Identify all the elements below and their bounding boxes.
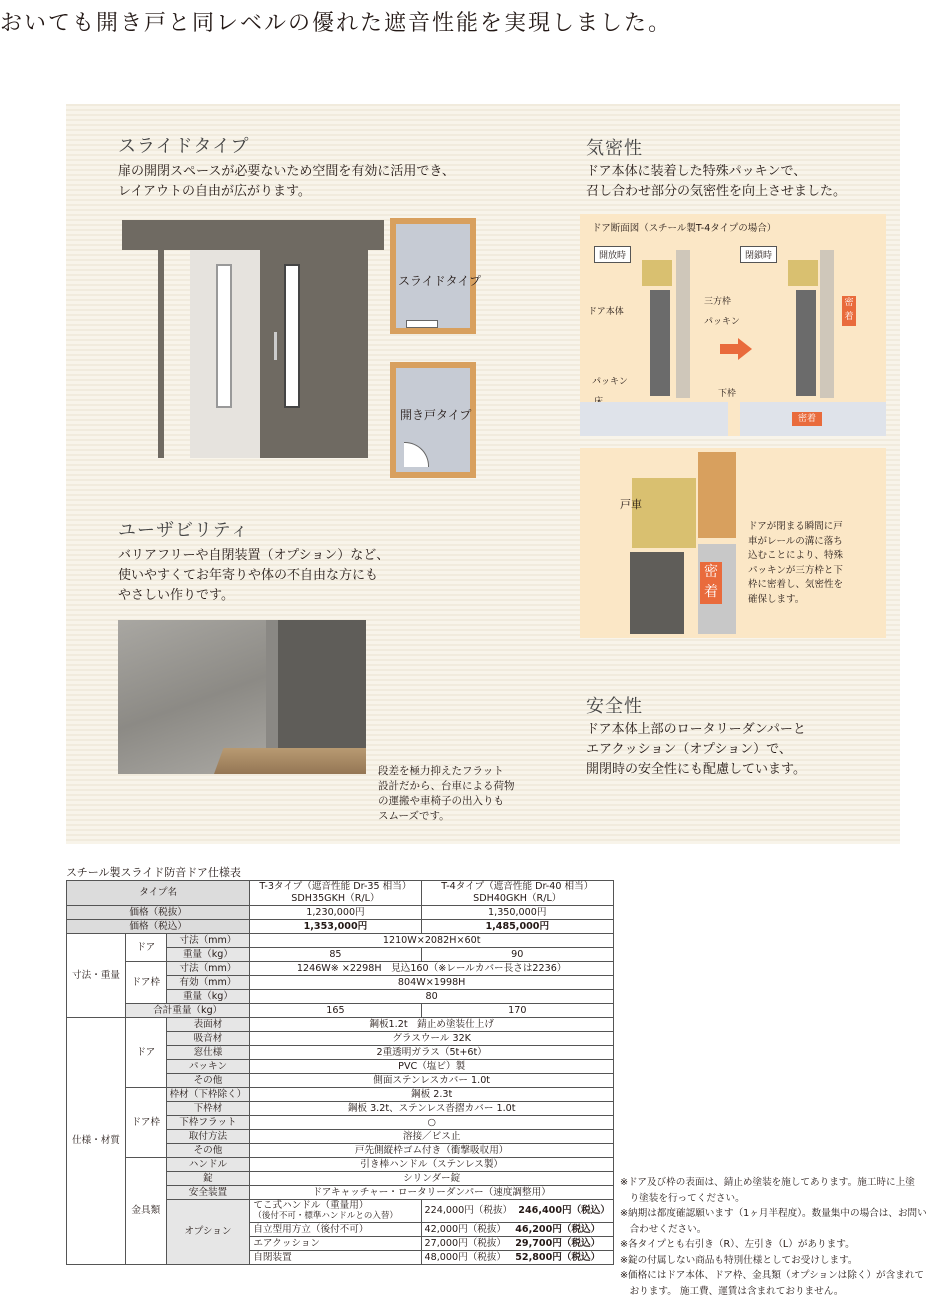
safety-heading: 安全性 [586, 696, 643, 717]
slide-plan-diagram [390, 218, 482, 334]
wheel-label: 戸車 [620, 498, 642, 511]
safety-device-label: 安全装置 [166, 1186, 250, 1200]
wheel-explain [748, 520, 843, 607]
price-in-t3: 1,353,000円 [303, 920, 368, 932]
opt3-name: エアクッション [250, 1237, 421, 1251]
frame3-label: 三方枠 [704, 297, 732, 307]
safety-line-2: エアクッション（オプション）で、 [586, 742, 792, 757]
surface-value: 鋼板1.2t 錆止め塗装仕上げ [250, 1018, 614, 1032]
door-other-label: その他 [166, 1074, 250, 1088]
opt4-in: 52,800円（税込） [515, 1251, 601, 1263]
note-line: 合わせください。 [620, 1223, 707, 1235]
note-line: ※納期は都度確認願います（1ヶ月半程度）。数量集中の場合は、お問い [620, 1208, 927, 1219]
effective-value: 804W×1998H [250, 976, 614, 990]
features-panel [66, 104, 900, 844]
flat-threshold-image [118, 620, 366, 774]
total-weight-t3: 165 [250, 1004, 421, 1018]
wheel-diagram [580, 448, 886, 638]
note-line: ※錠の付属しない商品も特別仕様としてお受けします。 [620, 1254, 858, 1266]
headline: おいても開き戸と同レベルの優れた遮音性能を実現しました。 [0, 11, 673, 36]
opt2-price [421, 1223, 613, 1237]
packing-spec-value: PVC（塩ビ）製 [250, 1060, 614, 1074]
dim-group-label: 寸法・重量 [67, 934, 126, 1018]
flat-label: 下枠フラット [166, 1116, 250, 1130]
hardware-label: 金具類 [126, 1158, 167, 1265]
opt1-sub: （後付不可・標準ハンドルとの入替） [253, 1211, 398, 1221]
door-label: ドア [126, 934, 167, 962]
sliding-door-image [122, 220, 384, 458]
usability-heading: ユーザビリティ [118, 520, 250, 541]
opt1-title: てこ式ハンドル（重量用） [253, 1200, 369, 1211]
spec-frame-label: ドア枠 [126, 1088, 167, 1158]
slide-heading: スライドタイプ [118, 136, 250, 157]
explain-line-3: 込むことにより、特殊 [748, 550, 844, 561]
seal-side-badge: 密着 [842, 296, 856, 326]
opt1-in: 246,400円（税込） [518, 1205, 610, 1216]
seal-bottom-badge: 密着 [792, 412, 822, 426]
price-in-label: 価格（税込） [67, 920, 250, 934]
arrow-right-icon [720, 344, 738, 354]
table-row [67, 934, 614, 948]
t4-model: SDH40GKH（R/L） [473, 893, 562, 904]
opt4-name: 自閉装置 [250, 1251, 421, 1265]
opt3-ex: 27,000円（税抜） [424, 1237, 507, 1249]
total-weight-label: 合計重量（kg） [126, 1004, 250, 1018]
door-frame-label: ドア枠 [126, 962, 167, 1004]
caption-line-4: スムーズです。 [378, 810, 450, 822]
slide-text [118, 162, 455, 202]
opt3-in: 29,700円（税込） [515, 1237, 601, 1249]
opt4-ex: 48,000円（税抜） [424, 1251, 507, 1263]
explain-line-1: ドアが閉まる瞬間に戸 [748, 521, 843, 532]
door-body-label: ドア本体 [588, 307, 624, 317]
spec-table [66, 880, 614, 1265]
type-label: タイプ名 [67, 881, 250, 906]
table-row [67, 1004, 614, 1018]
spec-group-label: 仕様・材質 [67, 1018, 126, 1265]
door-weight-label: 重量（kg） [166, 948, 250, 962]
frame-size-label: 寸法（mm） [166, 962, 250, 976]
opt4-price [421, 1251, 613, 1265]
packing-spec-label: パッキン [166, 1060, 250, 1074]
opt1-ex: 224,000円（税抜） [424, 1205, 513, 1216]
note-line: ※各タイプとも右引き（R）、左引き（L）があります。 [620, 1239, 855, 1250]
t4-name: T-4タイプ（遮音性能 Dr-40 相当） [441, 881, 594, 892]
table-row [67, 920, 614, 934]
table-row [67, 906, 614, 920]
t3-name: T-3タイプ（遮音性能 Dr-35 相当） [259, 881, 412, 892]
price-ex-t4: 1,350,000円 [421, 906, 613, 920]
usability-text [118, 546, 389, 606]
slide-line-2: レイアウトの自由が広がります。 [118, 184, 311, 199]
swing-plan-label: 開き戸タイプ [400, 408, 472, 422]
airtight-line-2: 召し合わせ部分の気密性を向上させました。 [586, 184, 847, 199]
open-label: 開放時 [594, 246, 631, 263]
explain-line-2: 車がレールの溝に落ち [748, 535, 843, 547]
window-label: 窓仕様 [166, 1046, 250, 1060]
explain-line-6: 確保します。 [748, 593, 805, 605]
table-row [67, 1018, 614, 1032]
slide-line-1: 扉の開閉スペースが必要ないため空間を有効に活用でき、 [118, 164, 455, 179]
t4-header [421, 881, 613, 906]
table-row [67, 881, 614, 906]
explain-line-4: パッキンが三方枠と下 [748, 564, 843, 576]
caption-line-3: の運搬や車椅子の出入りも [378, 795, 504, 807]
explain-line-5: 枠に密着し、気密性を [748, 579, 844, 590]
packing2-label: パッキン [592, 377, 628, 387]
price-ex-t3: 1,230,000円 [250, 906, 421, 920]
note-line: ※価格にはドア本体、ドア枠、金具類（オプションは除く）が含まれて [620, 1270, 925, 1281]
effective-label: 有効（mm） [166, 976, 250, 990]
table-title: スチール製スライド防音ドア仕様表 [66, 866, 241, 879]
packing-label: パッキン [704, 317, 740, 327]
option-label: オプション [166, 1200, 250, 1265]
safety-line-3: 開閉時の安全性にも配慮しています。 [586, 762, 806, 777]
door-weight-t4: 90 [421, 948, 613, 962]
airtight-heading: 気密性 [586, 138, 643, 159]
section-diagram [580, 214, 886, 436]
door-other-value: 側面ステンレスカバー 1.0t [250, 1074, 614, 1088]
lower-mat-value: 鋼板 3.2t、ステンレス沓摺カバー 1.0t [250, 1102, 614, 1116]
usability-line-1: バリアフリーや自閉装置（オプション）など、 [118, 548, 390, 563]
opt2-name: 自立型用方立（後付不可） [250, 1223, 421, 1237]
lower-frame-label: 下枠 [718, 389, 737, 399]
safety-text [586, 720, 806, 780]
frame-mat-label: 枠材（下枠除く） [166, 1088, 250, 1102]
lower-mat-label: 下枠材 [166, 1102, 250, 1116]
total-weight-t4: 170 [421, 1004, 613, 1018]
usability-line-3: やさしい作りです。 [118, 588, 234, 603]
table-row [67, 1088, 614, 1102]
frame-mat-value: 鋼板 2.3t [250, 1088, 614, 1102]
t3-header [250, 881, 421, 906]
note-line: ※ドア及び枠の表面は、錆止め塗装を施してあります。施工時に上塗 [620, 1177, 915, 1188]
price-ex-label: 価格（税抜） [67, 906, 250, 920]
lock-label: 錠 [166, 1172, 250, 1186]
seal-big-badge: 密着 [700, 562, 722, 604]
flat-value: ○ [250, 1116, 614, 1130]
frame-weight-value: 80 [250, 990, 614, 1004]
table-row [67, 962, 614, 976]
frame-other-label: その他 [166, 1144, 250, 1158]
airtight-line-1: ドア本体に装着した特殊パッキンで、 [586, 164, 807, 179]
swing-plan-diagram [390, 362, 476, 478]
lock-value: シリンダー錠 [250, 1172, 614, 1186]
door-size-label: 寸法（mm） [166, 934, 250, 948]
table-row [67, 1158, 614, 1172]
frame-weight-label: 重量（kg） [166, 990, 250, 1004]
opt2-ex: 42,000円（税抜） [424, 1223, 507, 1235]
mount-label: 取付方法 [166, 1130, 250, 1144]
frame-size-value: 1246W※ ×2298H 見込160（※レールカバー長さは2236） [250, 962, 614, 976]
door-weight-t3: 85 [250, 948, 421, 962]
safety-line-1: ドア本体上部のロータリーダンパーと [586, 722, 806, 737]
mount-value: 溶接／ビス止 [250, 1130, 614, 1144]
door-size-value: 1210W×2082H×60t [250, 934, 614, 948]
diagram-title: ドア断面図（スチール製T-4タイプの場合） [592, 223, 777, 234]
absorb-label: 吸音材 [166, 1032, 250, 1046]
caption-line-2: 設計だから、台車による荷物 [378, 780, 515, 792]
handle-label: ハンドル [166, 1158, 250, 1172]
note-line: おります。 施工費、運賃は含まれておりません。 [620, 1285, 844, 1297]
slide-plan-label: スライドタイプ [398, 274, 482, 288]
handle-value: 引き棒ハンドル（ステンレス製） [250, 1158, 614, 1172]
frame-other-value: 戸先側縦枠ゴム付き（衝撃吸収用） [250, 1144, 614, 1158]
opt3-price [421, 1237, 613, 1251]
opt1-price [421, 1200, 613, 1223]
opt1-name [250, 1200, 421, 1223]
price-in-t4: 1,485,000円 [485, 920, 550, 932]
notes [620, 1175, 940, 1299]
spec-door-label: ドア [126, 1018, 167, 1088]
t3-model: SDH35GKH（R/L） [291, 893, 380, 904]
usability-caption [378, 764, 515, 824]
surface-label: 表面材 [166, 1018, 250, 1032]
airtight-text [586, 162, 846, 202]
closed-label: 閉鎖時 [740, 246, 777, 263]
usability-line-2: 使いやすくてお年寄りや体の不自由な方にも [118, 568, 379, 583]
safety-device-value: ドアキャッチャー・ロータリーダンパー（速度調整用） [250, 1186, 614, 1200]
note-line: り塗装を行ってください。 [620, 1192, 745, 1204]
window-value: 2重透明ガラス（5t+6t） [250, 1046, 614, 1060]
opt2-in: 46,200円（税込） [515, 1223, 601, 1235]
absorb-value: グラスウール 32K [250, 1032, 614, 1046]
caption-line-1: 段差を極力抑えたフラット [378, 765, 504, 777]
